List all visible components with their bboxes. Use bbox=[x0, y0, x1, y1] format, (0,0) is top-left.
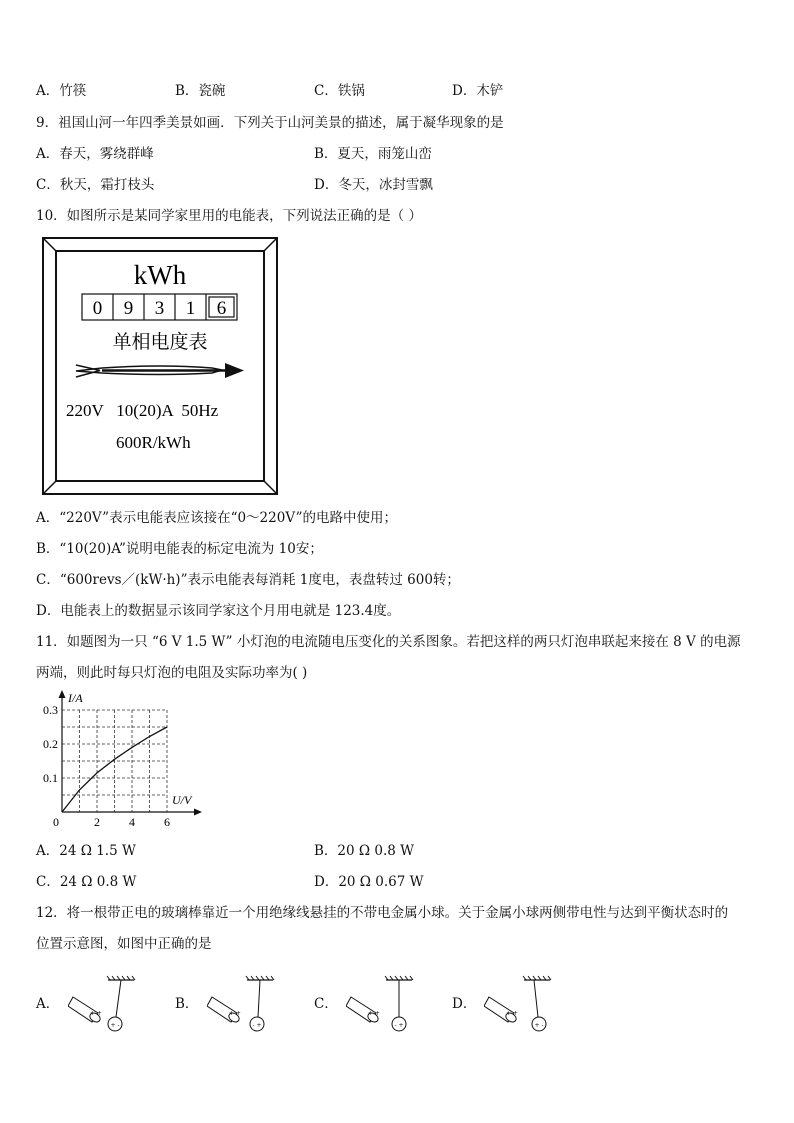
svg-text:- +: - + bbox=[252, 1022, 262, 1029]
q12-label-c: C． bbox=[314, 996, 338, 1012]
meter-digit-4: 1 bbox=[185, 298, 196, 319]
svg-text:- +: - + bbox=[394, 1022, 404, 1029]
x-axis-label: U/V bbox=[172, 793, 192, 807]
svg-text:+ +: + + bbox=[229, 1010, 241, 1017]
graph-grid bbox=[62, 710, 167, 812]
q11-option-c: C．24 Ω 0.8 W bbox=[36, 874, 137, 890]
q8-option-a: A．竹筷 bbox=[36, 83, 87, 99]
q9-option-c: C．秋天，霜打枝头 bbox=[36, 177, 155, 193]
q12-figure-d bbox=[484, 975, 564, 1037]
y-axis-label: I/A bbox=[68, 691, 83, 705]
y-tick-label: 0.1 bbox=[43, 771, 58, 785]
q12-stem-line2: 位置示意图，如图中正确的是 bbox=[36, 936, 212, 952]
q11-option-a: A．24 Ω 1.5 W bbox=[36, 843, 136, 859]
iu-graph bbox=[34, 688, 204, 833]
meter-digit-1: 0 bbox=[92, 298, 103, 319]
q10-option-d: D．电能表上的数据显示该同学家这个月用电就是 123.4度。 bbox=[36, 603, 401, 619]
q11-option-d: D．20 Ω 0.67 W bbox=[314, 874, 424, 890]
series-curve bbox=[62, 727, 167, 812]
q10-option-b: B．“10(20)A”说明电能表的标定电流为 10安； bbox=[36, 541, 323, 557]
meter-unit: kWh bbox=[133, 260, 187, 290]
q8-option-d: D．木铲 bbox=[452, 83, 504, 99]
q8-option-b: B．瓷碗 bbox=[175, 83, 226, 99]
q10-option-c: C．“600revs／(kW·h)”表示电能表每消耗 1度电，表盘转过 600转； bbox=[36, 572, 460, 588]
energy-meter-figure bbox=[42, 237, 278, 495]
q12-figure-c bbox=[346, 975, 426, 1037]
x-tick-label: 0 bbox=[53, 815, 59, 829]
q12-stem-line1: 12．将一根带正电的玻璃棒靠近一个用绝缘线悬挂的不带电金属小球。关于金属小球两侧带电性与达到平衡状态时的 bbox=[36, 905, 729, 921]
meter-digit-5: 6 bbox=[216, 298, 227, 319]
q8-option-c: C．铁锅 bbox=[314, 83, 365, 99]
q9-option-a: A．春天，雾绕群峰 bbox=[36, 146, 154, 162]
svg-text:+ +: + + bbox=[368, 1010, 380, 1017]
q11-option-b: B．20 Ω 0.8 W bbox=[314, 843, 415, 859]
svg-text:+ -: + - bbox=[110, 1022, 120, 1029]
y-tick-label: 0.2 bbox=[43, 737, 58, 751]
q12-figure-b bbox=[207, 975, 287, 1037]
y-tick-label: 0.3 bbox=[43, 703, 58, 717]
q12-label-d: D． bbox=[452, 996, 477, 1012]
q9-stem: 9．祖国山河一年四季美景如画．下列关于山河美景的描述，属于凝华现象的是 bbox=[36, 115, 504, 131]
q9-option-d: D．冬天，冰封雪飘 bbox=[314, 177, 433, 193]
q10-stem: 10．如图所示是某同学家里用的电能表，下列说法正确的是（ ） bbox=[36, 208, 422, 224]
meter-name: 单相电度表 bbox=[112, 331, 208, 353]
x-tick-label: 4 bbox=[129, 815, 135, 829]
meter-arrow-icon bbox=[76, 363, 244, 378]
q12-label-a: A． bbox=[36, 996, 60, 1012]
q11-stem-line1: 11．如题图为一只 “6 V 1.5 W” 小灯泡的电流随电压变化的关系图象。若把这样的两只灯泡串联起来接在 8 V 的电源 bbox=[36, 634, 741, 650]
q12-label-b: B． bbox=[175, 996, 199, 1012]
svg-text:+ +: + + bbox=[90, 1010, 102, 1017]
svg-text:+ -: + - bbox=[534, 1022, 544, 1029]
meter-spec-line2: 600R/kWh bbox=[116, 433, 191, 452]
q9-option-b: B．夏天，雨笼山峦 bbox=[314, 146, 432, 162]
x-tick-label: 2 bbox=[94, 815, 100, 829]
meter-digit-2: 9 bbox=[123, 298, 134, 319]
x-tick-label: 6 bbox=[164, 815, 170, 829]
q12-figure-a bbox=[68, 975, 148, 1037]
meter-digits bbox=[93, 294, 234, 320]
meter-spec-line1: 220V 10(20)A 50Hz bbox=[66, 401, 219, 420]
meter-digit-3: 3 bbox=[154, 298, 165, 319]
svg-text:+ +: + + bbox=[506, 1010, 518, 1017]
q11-stem-line2: 两端，则此时每只灯泡的电阻及实际功率为( ) bbox=[36, 665, 308, 681]
q10-option-a: A．“220V”表示电能表应该接在“0～220V”的电路中使用； bbox=[36, 510, 397, 526]
